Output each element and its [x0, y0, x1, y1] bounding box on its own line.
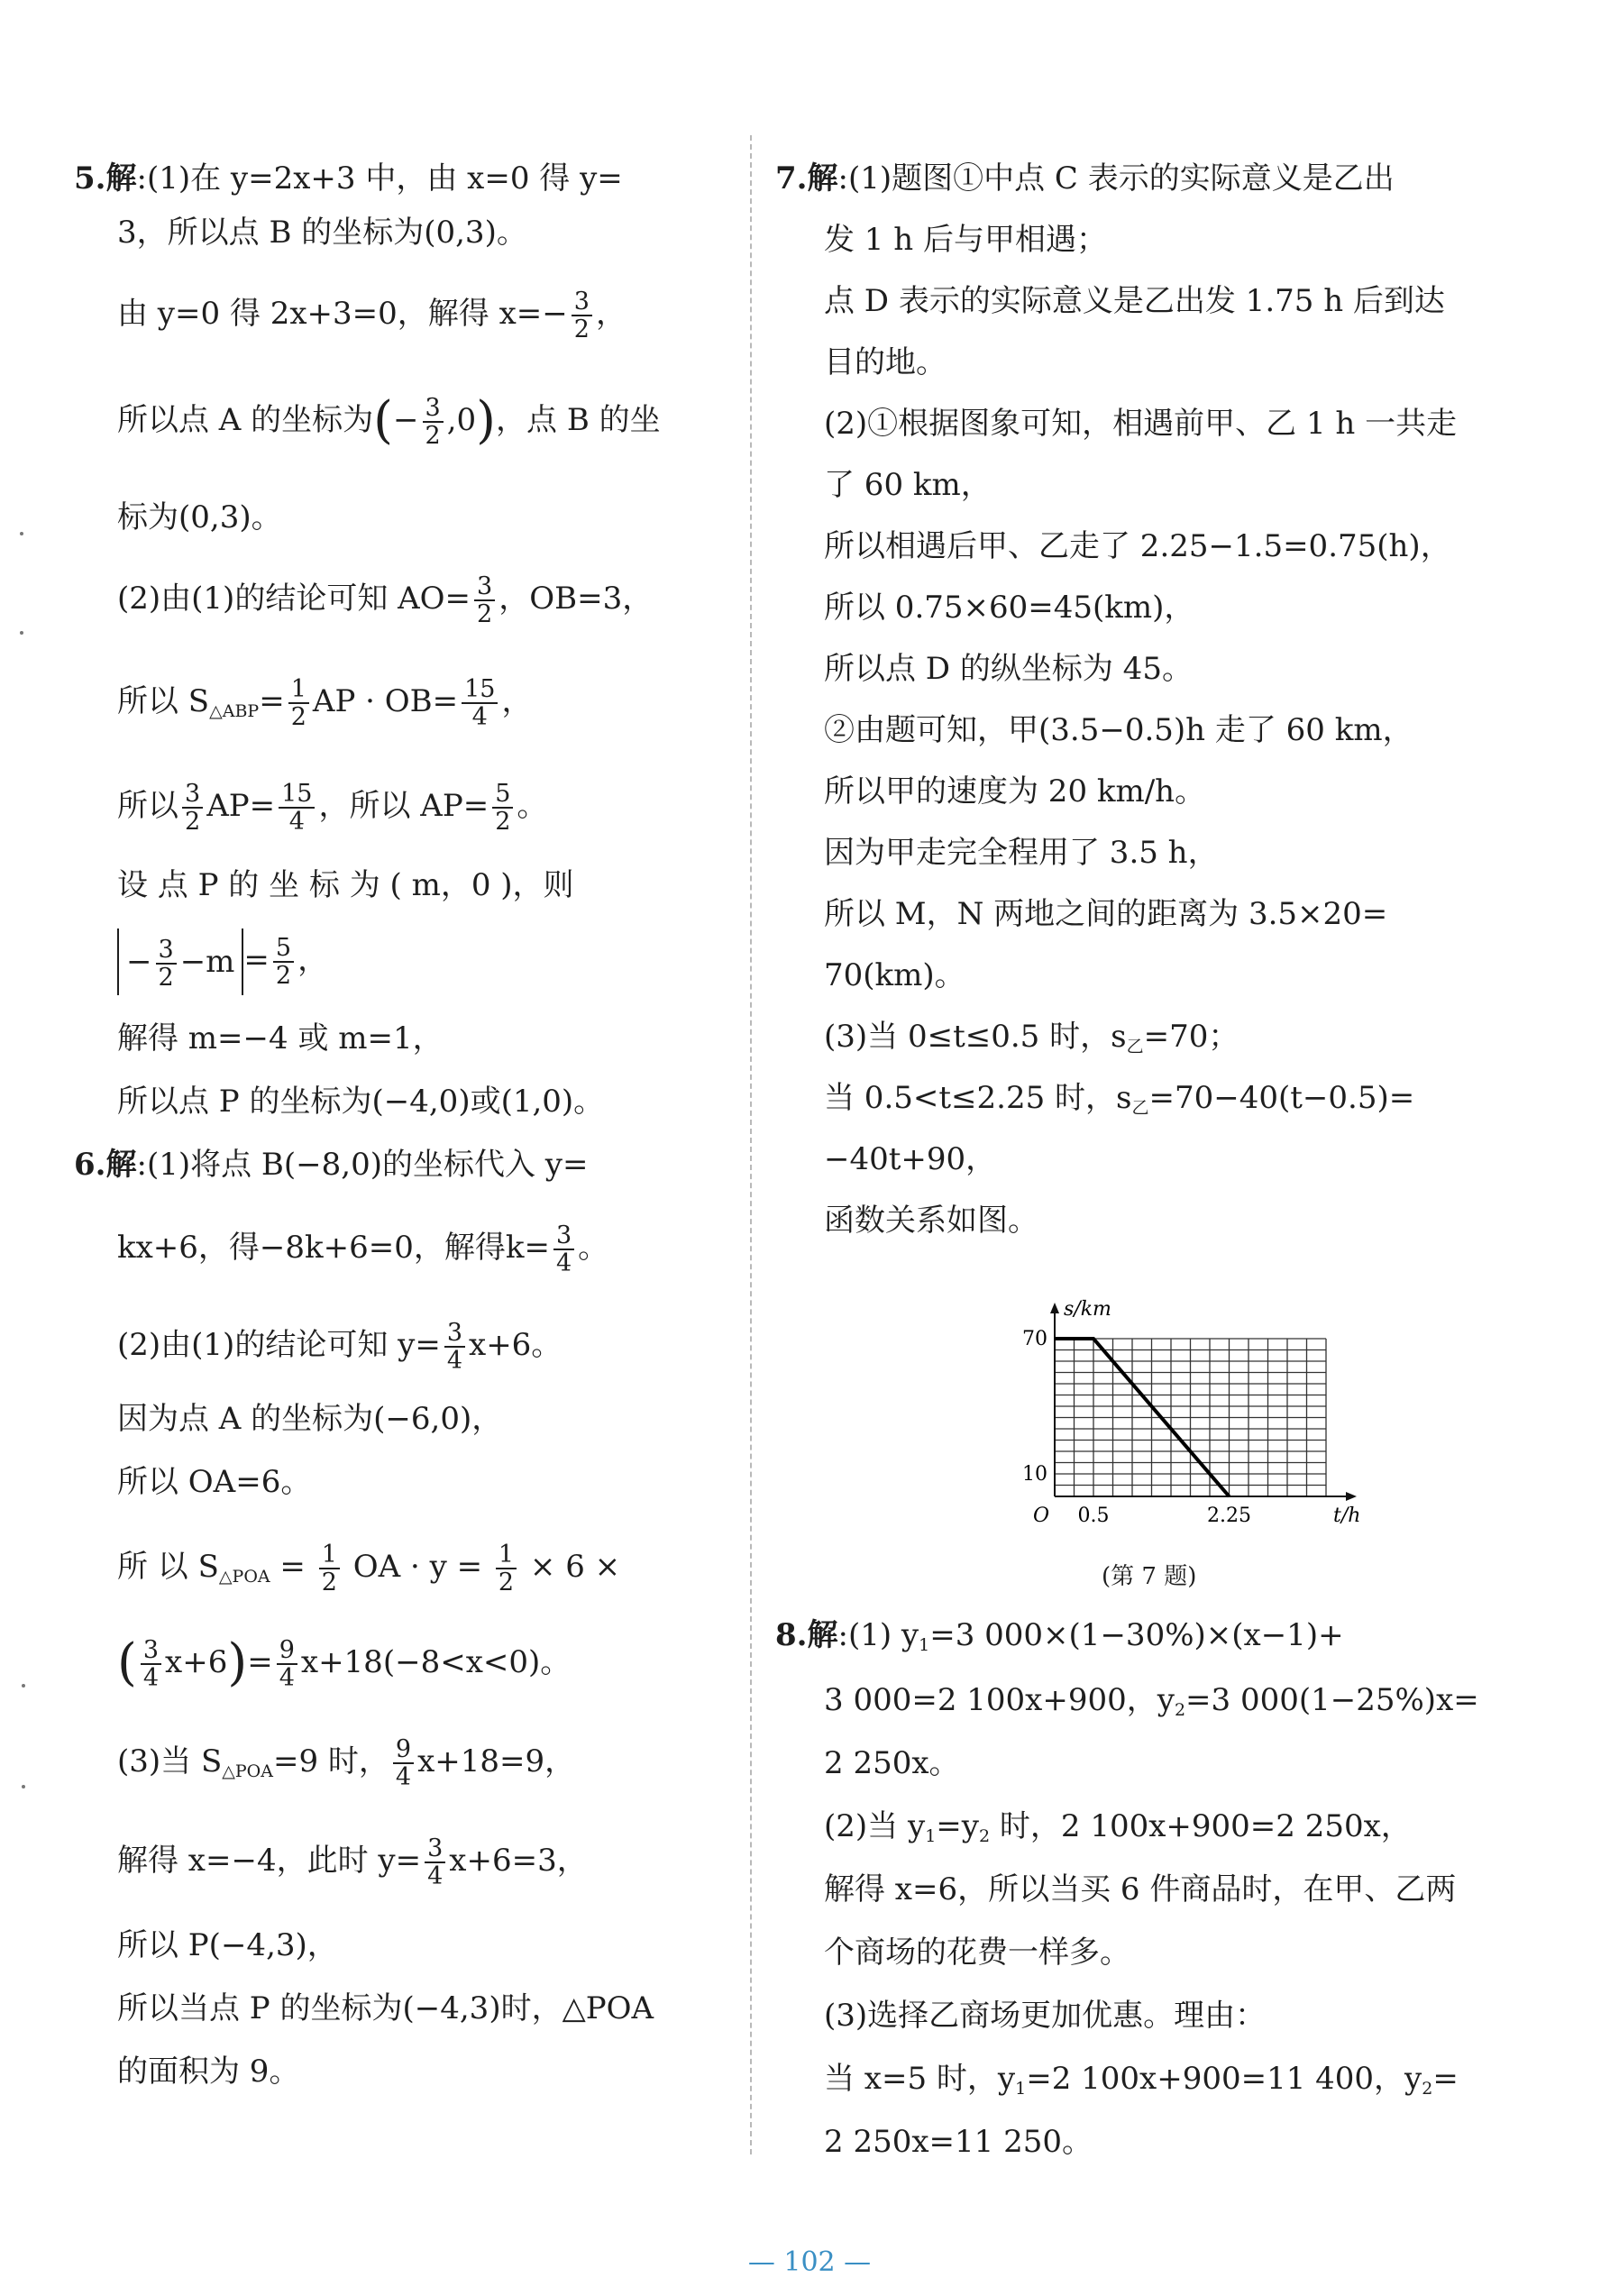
p5-line-5: 标为(0,3)。 — [117, 499, 282, 535]
p6-line-10: 所以 P(−4,3)， — [117, 1927, 338, 1963]
p5-line-1: 5.解:(1)在 y=2x+3 中，由 x=0 得 y= — [74, 160, 623, 197]
p6-line-12: 的面积为 9。 — [117, 2054, 300, 2090]
p5-label: 解 — [105, 160, 137, 197]
p8-line-2: 3 000=2 100x+900，$y_2=3$ 000(1−25%)x= — [824, 1682, 1479, 1720]
fraction: $\frac{3}{2}$ — [182, 781, 203, 835]
p5-line-9: 设 点 P 的 坐 标 为 ( m，0 )，则 — [117, 867, 574, 903]
fraction: $\frac{3}{2}$ — [423, 395, 444, 449]
fraction: $\frac{3}{2}$ — [156, 937, 177, 991]
fraction: $\frac{5}{2}$ — [273, 935, 294, 989]
p5-line-8: 所以 $\frac{3}{2}$ AP= $\frac{15}{4}$ ，所以 AP= $\frac{5}{2}$ 。 — [117, 780, 548, 836]
y-tick-label: 70 — [1022, 1328, 1047, 1350]
fraction: $\frac{1}{2}$ — [496, 1541, 517, 1596]
p5-line-11: 解得 m=−4 或 m=1， — [117, 1020, 444, 1057]
p8-line-3: 2 250x。 — [824, 1745, 960, 1781]
p5-line-6: (2)由(1)的结论可知 AO= $\frac{3}{2}$ ，OB=3， — [117, 572, 654, 628]
column-divider — [750, 135, 752, 2154]
fraction: $\frac{9}{4}$ — [277, 1637, 297, 1691]
p5-line-10: − $\frac{3}{2}$ −m = $\frac{5}{2}$ ， — [117, 928, 328, 995]
fraction: $\frac{3}{2}$ — [474, 573, 495, 627]
fraction: $\frac{3}{4}$ — [141, 1637, 161, 1691]
p6-line-9: 解得 x=−4，此时 y= $\frac{3}{4}$ x+6=3， — [117, 1834, 588, 1890]
fraction: $\frac{1}{2}$ — [288, 676, 309, 730]
p5-line-4: 所以点 A 的坐标为(− $\frac{3}{2}$ ,0)，点 B 的坐 — [117, 391, 661, 450]
p8-number: 8. — [775, 1617, 808, 1653]
p6-label: 解 — [105, 1147, 137, 1183]
fraction: $\frac{1}{2}$ — [319, 1541, 340, 1596]
p7-line-1: 7.解:(1)题图①中点 C 表示的实际意义是乙出 — [775, 160, 1395, 197]
origin-label: O — [1033, 1505, 1050, 1527]
p6-line-5: 所以 OA=6。 — [117, 1464, 312, 1500]
fraction: $\frac{5}{2}$ — [492, 781, 513, 835]
x-axis-label: t/h — [1333, 1505, 1361, 1527]
p7-line-7: 所以相遇后甲、乙走了 2.25−1.5=0.75(h)， — [824, 528, 1451, 564]
p7-line-17: −40t+90， — [824, 1141, 997, 1177]
scan-speck — [20, 631, 23, 635]
p8-line-5: 解得 x=6，所以当买 6 件商品时，在甲、乙两 — [824, 1871, 1457, 1907]
p7-line-12: 因为甲走完全程用了 3.5 h， — [824, 835, 1219, 871]
p5-line-3: 由 y=0 得 2x+3=0，解得 x=− $\frac{3}{2}$ ， — [117, 288, 627, 343]
y-tick-label: 10 — [1022, 1463, 1047, 1486]
fraction: $\frac{3}{4}$ — [553, 1222, 574, 1276]
p6-line-3: (2)由(1)的结论可知 y= $\frac{3}{4}$ x+6。 — [117, 1319, 563, 1375]
p7-line-3: 点 D 表示的实际意义是乙出发 1.75 h 后到达 — [824, 283, 1445, 319]
p6-line-6: 所 以 $S_{\triangle POA}$ = $\frac{1}{2}$ OA · y = $\frac{1}{2}$ × 6 × — [117, 1541, 621, 1596]
p7-label: 解 — [807, 160, 838, 197]
p6-number: 6. — [74, 1147, 106, 1183]
p6-line-1: 6.解:(1)将点 B(−8,0)的坐标代入 y= — [74, 1147, 589, 1183]
fraction: $\frac{3}{4}$ — [444, 1320, 465, 1374]
p7-line-9: 所以点 D 的纵坐标为 45。 — [824, 651, 1193, 687]
scan-speck — [20, 532, 23, 535]
p6-line-2: kx+6，得−8k+6=0，解得k= $\frac{3}{4}$ 。 — [117, 1221, 609, 1277]
p6-line-7: ( $\frac{3}{4}$ x+6)= $\frac{9}{4}$ x+18(−8<x<0)。 — [117, 1633, 572, 1692]
distance-time-chart — [992, 1262, 1361, 1532]
y-axis-label: s/km — [1064, 1298, 1111, 1321]
p8-line-1: 8.解:(1) $y_1=3$ 000×(1−30%)×(x−1)+ — [775, 1617, 1344, 1655]
y-axis-arrow — [1050, 1303, 1059, 1313]
p7-line-10: ②由题可知，甲(3.5−0.5)h 走了 60 km， — [824, 712, 1413, 748]
page-number: — 102 — — [747, 2246, 872, 2278]
fraction: $\frac{15}{4}$ — [279, 781, 315, 835]
x-tick-label: 0.5 — [1077, 1505, 1110, 1527]
p7-line-6: 了 60 km， — [824, 467, 992, 503]
p8-line-7: (3)选择乙商场更加优惠。理由： — [824, 1998, 1267, 2034]
scan-speck — [22, 1684, 25, 1688]
p6-line-11: 所以当点 P 的坐标为(−4,3)时，△POA — [117, 1990, 654, 2026]
p8-line-6: 个商场的花费一样多。 — [824, 1935, 1130, 1971]
p8-label: 解 — [807, 1617, 838, 1653]
p8-line-9: 2 250x=11 250。 — [824, 2124, 1093, 2160]
p8-line-4: (2)当 $y_1=y_2$ 时，2 100x+900=2 250x， — [824, 1808, 1412, 1846]
p5-line-7: 所以 $S_{\triangle ABP}=$ $\frac{1}{2}$ AP · OB= $\frac{15}{4}$ ， — [117, 675, 533, 731]
x-tick-label: 2.25 — [1207, 1505, 1251, 1527]
p5-number: 5. — [74, 160, 106, 197]
fraction: $\frac{3}{4}$ — [425, 1835, 445, 1889]
p7-line-14: 70(km)。 — [824, 957, 965, 993]
p5-line-12: 所以点 P 的坐标为(−4,0)或(1,0)。 — [117, 1084, 605, 1120]
absolute-value: − $\frac{3}{2}$ −m — [117, 928, 243, 995]
fraction: $\frac{3}{2}$ — [572, 288, 592, 343]
p7-line-13: 所以 M，N 两地之间的距离为 3.5×20= — [824, 896, 1388, 932]
p8-line-8: 当 x=5 时，$y_1=2$ 100x+900=11 400，$y_2=$ — [824, 2061, 1459, 2099]
figure-caption: (第 7 题) — [1102, 1563, 1197, 1590]
scan-speck — [22, 1785, 25, 1788]
p7-line-18: 函数关系如图。 — [824, 1203, 1038, 1239]
fraction: $\frac{15}{4}$ — [462, 676, 498, 730]
p7-line-8: 所以 0.75×60=45(km)， — [824, 590, 1195, 626]
fraction: $\frac{9}{4}$ — [393, 1736, 414, 1790]
p7-number: 7. — [775, 160, 808, 197]
x-axis-arrow — [1346, 1492, 1357, 1501]
p6-line-8: (3)当 $S_{\triangle POA}=9$ 时， $\frac{9}{4}$ x+18=9， — [117, 1735, 576, 1791]
p7-line-15: (3)当 0≤t≤0.5 时，$s_乙=70$； — [824, 1019, 1239, 1057]
p5-line-2: 3，所以点 B 的坐标为(0,3)。 — [117, 215, 527, 251]
p7-line-2: 发 1 h 后与甲相遇； — [824, 222, 1107, 258]
p7-line-5: (2)①根据图象可知，相遇前甲、乙 1 h 一共走 — [824, 406, 1458, 442]
p7-line-11: 所以甲的速度为 20 km/h。 — [824, 773, 1206, 810]
p7-line-4: 目的地。 — [824, 344, 947, 380]
p7-line-16: 当 0.5<t≤2.25 时，$s_乙=70-40(t-0.5)=$ — [824, 1080, 1415, 1118]
p6-line-4: 因为点 A 的坐标为(−6,0)， — [117, 1401, 503, 1437]
